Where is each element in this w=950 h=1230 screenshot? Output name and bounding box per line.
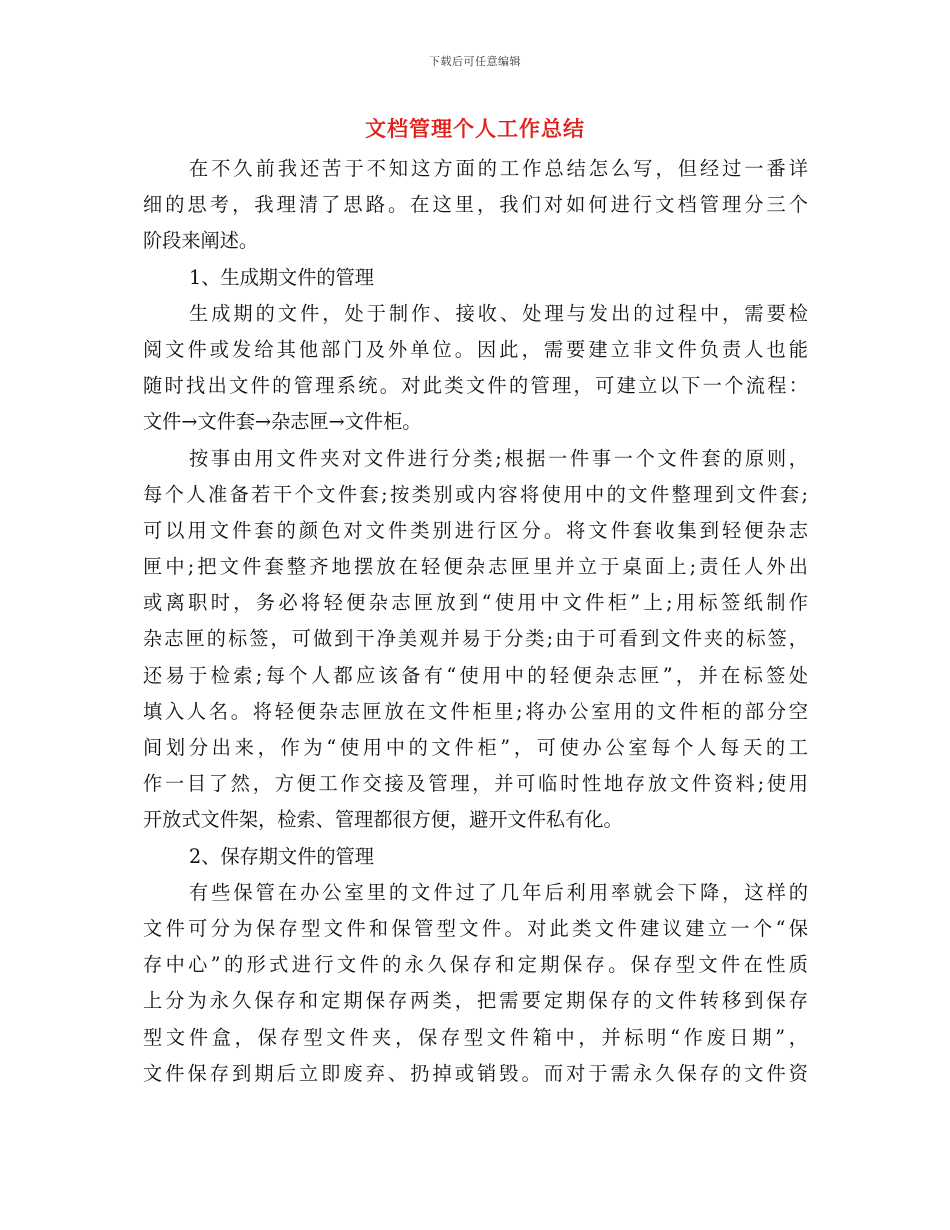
text-line: 按事由用文件夹对文件进行分类;根据一件事一个文件套的原则，	[189, 446, 808, 470]
section-heading: 2、保存期文件的管理	[189, 844, 374, 868]
text-line: 每个人准备若干个文件套;按类别或内容将使用中的文件整理到文件套;	[143, 482, 808, 506]
text-line: 还易于检索;每个人都应该备有“使用中的轻便杂志匣”，并在标签处	[143, 663, 808, 687]
text-line: 存中心”的形式进行文件的永久保存和定期保存。保存型文件在性质	[143, 953, 808, 977]
text-line: 随时找出文件的管理系统。对此类文件的管理，可建立以下一个流程：	[143, 374, 808, 398]
document-title: 文档管理个人工作总结	[365, 116, 585, 141]
text-line: 杂志匣的标签，可做到干净美观并易于分类;由于可看到文件夹的标签，	[143, 627, 808, 651]
text-line: 开放式文件架，检索、管理都很方便，避开文件私有化。	[143, 808, 623, 832]
text-line: 型文件盒，保存型文件夹，保存型文件箱中，并标明“作废日期”，	[143, 1025, 808, 1049]
text-line: 文件可分为保存型文件和保管型文件。对此类文件建议建立一个“保	[143, 916, 808, 940]
text-line: 可以用文件套的颜色对文件类别进行区分。将文件套收集到轻便杂志	[143, 518, 808, 542]
text-line: 上分为永久保存和定期保存两类，把需要定期保存的文件转移到保存	[143, 989, 808, 1013]
document-body	[143, 151, 808, 1092]
text-line: 细的思考，我理清了思路。在这里，我们对如何进行文档管理分三个	[143, 193, 808, 217]
text-line: 阶段来阐述。	[143, 229, 259, 253]
text-line: 或离职时，务必将轻便杂志匣放到“使用中文件柜”上;用标签纸制作	[143, 591, 808, 615]
text-line: 匣中;把文件套整齐地摆放在轻便杂志匣里并立于桌面上;责任人外出	[143, 555, 808, 579]
header-note: 下载后可任意编辑	[429, 55, 521, 68]
text-line: 文件保存到期后立即废弃、扔掉或销毁。而对于需永久保存的文件资	[143, 1061, 808, 1085]
text-line: 作一目了然，方便工作交接及管理，并可临时性地存放文件资料;使用	[143, 772, 808, 796]
text-line: 在不久前我还苦于不知这方面的工作总结怎么写，但经过一番详	[189, 157, 808, 180]
text-line: 生成期的文件，处于制作、接收、处理与发出的过程中，需要检	[189, 301, 808, 325]
section-heading: 1、生成期文件的管理	[189, 265, 374, 289]
text-line: 阅文件或发给其他部门及外单位。因此，需要建立非文件负责人也能	[143, 337, 808, 361]
text-line: 有些保管在办公室里的文件过了几年后利用率就会下降，这样的	[189, 880, 808, 904]
text-line: 间划分出来，作为“使用中的文件柜”，可使办公室每个人每天的工	[143, 736, 808, 759]
text-line: 文件→文件套→杂志匣→文件柜。	[143, 410, 422, 434]
text-line: 填入人名。将轻便杂志匣放在文件柜里;将办公室用的文件柜的部分空	[143, 699, 808, 723]
